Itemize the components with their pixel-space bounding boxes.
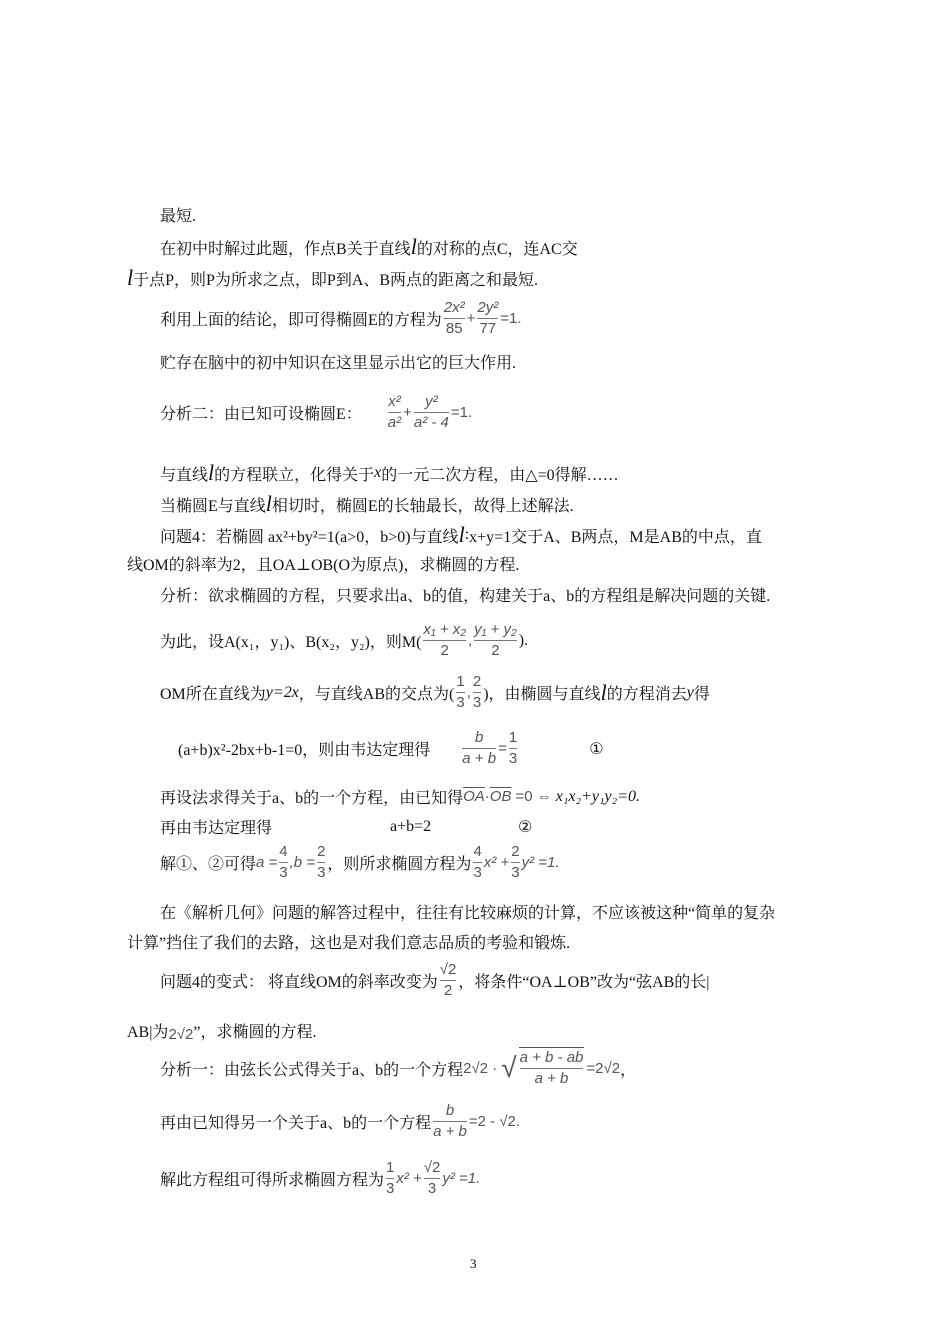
text: (a+b)x²-2bx+b-1=0，则由韦达定理得: [178, 742, 431, 759]
formula-line: [160, 960, 710, 1001]
formula-line: [160, 785, 640, 808]
text: 2: [472, 673, 482, 690]
text: x² +: [483, 854, 510, 871]
fraction: [317, 842, 325, 883]
text: $\overline{OA}$: [463, 788, 485, 805]
text: a + b: [534, 1070, 569, 1087]
text: =2 - √2.: [468, 1113, 521, 1130]
text: 1: [456, 673, 465, 690]
text: :: [464, 526, 470, 543]
text: ,: [467, 632, 473, 649]
text: 分析：欲求椭圆的方程，只要求出a、b的值，构建关于a、b的方程组是解决问题的关键.: [160, 588, 771, 605]
text: 3: [511, 864, 520, 881]
paragraph-line: [160, 203, 196, 226]
text: x² +: [396, 1170, 422, 1187]
text: 再设法求得关于a、b的一个方程，由已知得: [160, 790, 464, 807]
text: a+b=2: [390, 817, 432, 835]
formula-line: [160, 842, 560, 883]
paragraph-line: [160, 522, 762, 548]
paragraph-line: [127, 930, 570, 953]
line-symbol: l: [265, 491, 272, 516]
page-number: 3: [470, 1256, 477, 1271]
operator: +: [466, 310, 476, 327]
text: ，则所求椭圆方程为: [327, 856, 472, 873]
fraction: [473, 842, 481, 883]
text: a + b - ab: [519, 1049, 584, 1066]
formula-line: [160, 1158, 480, 1199]
text: 于点P，则P为所求之点，即P到A、B两点的距离之和最短.: [133, 271, 539, 289]
paragraph-line: [160, 460, 619, 486]
text: $\overline{OB}$: [489, 788, 512, 805]
fraction: [474, 620, 517, 661]
line-symbol: l: [458, 522, 465, 547]
text: 问题4的变式： 将直线OM的斜率改变为: [160, 974, 438, 991]
text: √: [501, 1052, 517, 1083]
operator: =1.: [500, 310, 522, 327]
fraction: [519, 1047, 585, 1089]
text: 利用上面的结论，即可得椭圆E的方程为: [160, 312, 442, 329]
text: ”，求椭圆的方程.: [193, 1024, 317, 1041]
text: =: [498, 740, 507, 757]
text: a² - 4: [413, 414, 449, 431]
operator: +: [403, 404, 412, 421]
text: 1: [508, 729, 518, 746]
text: )，由椭圆与直线: [483, 686, 601, 703]
fraction: [386, 1158, 394, 1199]
text: 3: [279, 864, 288, 881]
text: 在《解析几何》问题的解答过程中，往往有比较麻烦的计算，不应该被这种“简单的复杂: [160, 905, 776, 922]
text: 2y²: [477, 299, 499, 316]
line-symbol: l: [410, 234, 417, 259]
text: 最短.: [160, 208, 197, 225]
text: =0 ⇔: [515, 788, 552, 805]
text: 为此，设A(x₁，y₁)、B(x₂，y₂)，则M(: [160, 634, 422, 651]
text: ,: [466, 684, 471, 701]
operator: =1.: [450, 404, 473, 421]
text: 3: [427, 1180, 437, 1197]
text: 2x²: [443, 299, 465, 316]
formula-line: [160, 1101, 520, 1142]
paragraph-line: [160, 491, 574, 517]
text: ·: [484, 788, 490, 805]
text: b: [475, 729, 484, 746]
text: 3: [386, 1180, 395, 1197]
text: AB|为: [127, 1024, 169, 1041]
paragraph-line: [160, 900, 775, 923]
text: =2√2: [586, 1059, 621, 1077]
line-symbol: l: [600, 679, 607, 705]
text: 2√2: [168, 1026, 194, 1043]
text: a²: [387, 414, 402, 431]
text: 相切时，椭圆E的长轴最长，故得上述解法.: [271, 497, 574, 515]
text: 3: [317, 864, 326, 881]
text: √2: [439, 961, 457, 978]
text: 问题4：若椭圆 ax²+by²=1(a>0，b>0)与直线: [160, 528, 459, 546]
fraction: [414, 392, 449, 433]
formula-line: [160, 672, 710, 713]
text: 的对称的点C，连AC交: [416, 240, 578, 258]
text: 与直线: [160, 466, 209, 484]
text: 2: [511, 843, 520, 860]
text: b: [445, 1102, 455, 1119]
fraction: [388, 392, 401, 433]
text: y²: [425, 393, 438, 410]
text: 再由韦达定理得: [160, 820, 273, 837]
text: x₁ + x₂: [423, 621, 466, 638]
fraction: [423, 620, 466, 661]
text: 3: [473, 864, 482, 881]
text: 85: [445, 320, 463, 337]
text: ，将条件“OA⊥OB”改为“弦AB的长|: [458, 974, 710, 991]
fraction: [279, 842, 287, 883]
text: x: [374, 464, 382, 481]
fraction: [462, 728, 496, 769]
fraction: [511, 842, 519, 883]
text: 分析二：由已知可设椭圆E：: [160, 406, 362, 423]
text: x₁x₂+y₁y₂=0.: [555, 787, 641, 805]
paragraph-line: [127, 265, 538, 291]
text: ).: [518, 631, 529, 649]
formula-line: [160, 815, 532, 838]
fraction: [456, 672, 464, 713]
fraction: [473, 672, 481, 713]
text: 解此方程组可得所求椭圆方程为: [160, 1172, 385, 1189]
text: a + b: [462, 750, 497, 767]
line-symbol: l: [127, 265, 134, 290]
text: 1: [386, 1159, 395, 1176]
equation-marker: ②: [518, 818, 533, 836]
text: 线OM的斜率为2，且OA⊥OB(O为原点)，求椭圆的方程.: [127, 557, 520, 574]
text: 3: [508, 750, 518, 767]
text: ,b =: [289, 854, 316, 871]
text: 当椭圆E与直线: [160, 497, 266, 515]
fraction: [477, 298, 498, 339]
formula-line: [160, 1047, 636, 1089]
text: 计算”挡住了我们的去路，这也是对我们意志品质的考验和锻炼.: [127, 935, 571, 952]
text: 分析一：由弦长公式得关于a、b的一个方程: [160, 1061, 464, 1079]
text: 77: [479, 320, 497, 337]
text: x+y=1交于A、B两点，M是AB的中点，直: [469, 528, 762, 546]
equation-marker: ①: [589, 740, 604, 758]
text: 3: [456, 694, 465, 711]
text: 的方程联立，化得关于: [214, 466, 375, 484]
fraction: [433, 1101, 467, 1142]
fraction: [440, 960, 457, 1001]
paragraph-line: [160, 234, 578, 260]
text: y=2x: [265, 683, 299, 701]
paragraph-line: [160, 583, 770, 606]
text: y: [686, 683, 694, 701]
text: a =: [256, 854, 278, 871]
text: y₁ + y₂: [474, 621, 517, 638]
line-symbol: l: [208, 460, 215, 485]
text: x²: [388, 393, 401, 410]
text: ，: [620, 1061, 637, 1079]
text: ，与直线AB的交点为(: [298, 686, 455, 703]
fraction: [444, 298, 465, 339]
text: √2: [423, 1159, 441, 1176]
text: 4: [279, 843, 288, 860]
text: 2: [440, 642, 449, 659]
text: 4: [473, 843, 482, 860]
text: y² =1.: [521, 854, 560, 871]
fraction: [424, 1158, 441, 1199]
text: 的一元二次方程，由△=0得解……: [381, 466, 619, 484]
text: y² =1.: [442, 1170, 481, 1187]
text: 解①、②可得: [160, 856, 257, 873]
paragraph-line: [127, 552, 519, 575]
formula-line: [160, 392, 472, 433]
text: 2: [317, 843, 326, 860]
text: 在初中时解过此题，作点B关于直线: [160, 240, 411, 258]
text: 贮存在脑中的初中知识在这里显示出它的巨大作用.: [160, 355, 517, 372]
text: 再由已知得另一个关于a、b的一个方程: [160, 1115, 432, 1132]
text: 2: [491, 642, 500, 659]
text: 得: [693, 686, 710, 703]
paragraph-line: [160, 350, 516, 373]
text: OM所在直线为: [160, 686, 266, 703]
formula-line: [178, 728, 604, 769]
text: 的方程消去: [606, 686, 687, 703]
formula-line: [160, 620, 528, 661]
paragraph-line: [127, 1018, 316, 1043]
formula-line: [160, 298, 522, 339]
text: 3: [472, 694, 482, 711]
text: 2: [443, 982, 453, 999]
text: 2√2 ·: [463, 1059, 498, 1077]
text: a + b: [433, 1123, 467, 1140]
fraction: [509, 728, 517, 769]
